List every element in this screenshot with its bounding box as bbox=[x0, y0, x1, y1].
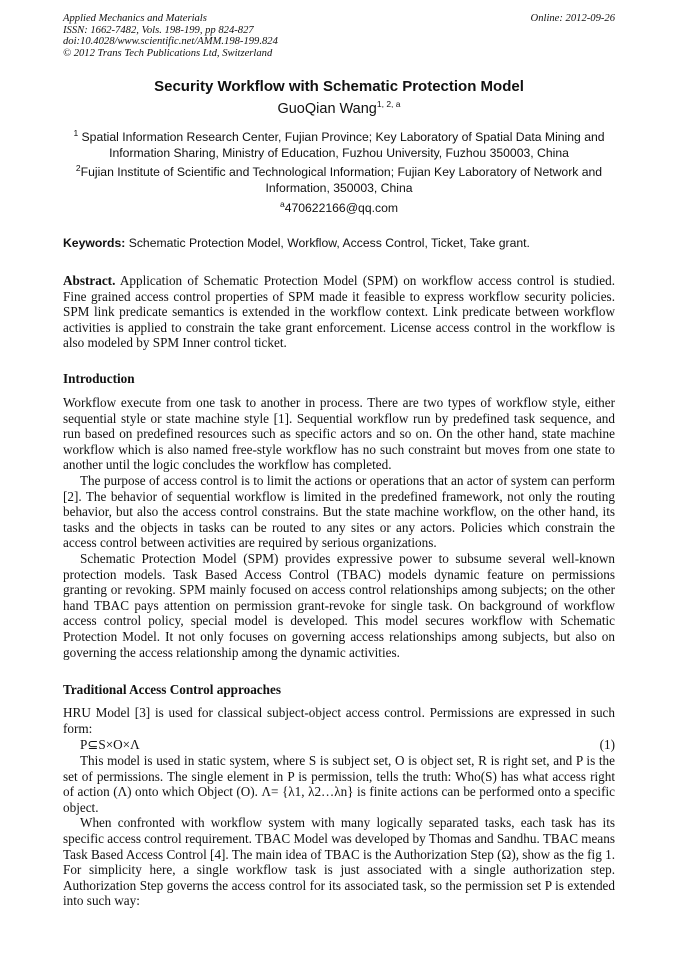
equation-1 bbox=[80, 737, 615, 753]
traditional-paragraph-2: This model is used in static system, where S is subject set, O is object set, R is right set, and P is the set of permissions. The single element in P is permission, tells the truth: Who(S) has what access right of action (Λ) onto which Object (O). Λ= {λ1, λ2…λn} is finite actions can be performed onto a specific object. bbox=[63, 753, 615, 815]
keywords-label: Keywords: bbox=[63, 236, 126, 250]
equation-1-number: (1) bbox=[599, 737, 615, 752]
author-sup: 1, 2, a bbox=[376, 99, 401, 110]
affiliation-1-sup: 1 bbox=[73, 127, 79, 138]
copyright-line: © 2012 Trans Tech Publications Ltd, Switzerland bbox=[63, 47, 273, 59]
online-date: Online: 2012-09-26 bbox=[530, 13, 615, 24]
issn-line: ISSN: 1662-7482, Vols. 198-199, pp 824-827 bbox=[63, 24, 254, 36]
email-address[interactable]: 470622166@qq.com bbox=[284, 201, 399, 215]
traditional-body bbox=[63, 753, 615, 909]
affiliation-2-text: Fujian Institute of Scientific and Technological Information; Fujian Key Laboratory of Network and Information, 350003, China bbox=[80, 165, 603, 195]
doi-line[interactable]: doi:10.4028/www.scientific.net/AMM.198-199.824 bbox=[63, 36, 278, 48]
affiliation-2-sup: 2 bbox=[75, 162, 81, 173]
intro-paragraph-1: Workflow execute from one task to another in process. There are two types of workflow style, either sequential style or state machine style [1]. Sequential workflow run by predefined task sequence, and run based on predefined resources such as specific actors and so on. On the other hand, state machine workflow which is also named free-style workflow has no such constraint but moves from one state to another until the logic concludes the workflow has completed. bbox=[63, 395, 615, 473]
introduction-body bbox=[63, 395, 615, 660]
journal-name: Applied Mechanics and Materials bbox=[63, 13, 207, 24]
intro-paragraph-3: Schematic Protection Model (SPM) provides expressive power to subsume several well-known protection models. Task Based Access Control (TBAC) models dynamic feature on permissions granting or revoking. SPM mainly focused on access control relationships among subjects; on the other hand TBAC pays attention on permission grant-revoke for single task. On background of workflow access control policy, special model is developed. This model secures workflow with Schematic Protection Model. It not only focuses on governing access relationships among subjects, but also on governing the access relationship among the dynamic activities. bbox=[63, 550, 615, 660]
equation-1-formula: P⊆S×O×Λ bbox=[80, 737, 140, 752]
keywords-text: Schematic Protection Model, Workflow, Access Control, Ticket, Take grant. bbox=[125, 236, 530, 250]
abstract-text: Application of Schematic Protection Model (SPM) on workflow access control is studied. Fine grained access control properties of SPM made it feasible to express workflow security policies. SPM link predicate semantics is extended in the workflow context. Link predicate between workflow activities is applied to constrain the take grant enforcement. License access control in the workflow is also modeled by SPM Inner control ticket. bbox=[63, 273, 615, 351]
section-heading-introduction: Introduction bbox=[63, 371, 135, 386]
abstract bbox=[63, 273, 615, 351]
abstract-label: Abstract. bbox=[63, 273, 116, 288]
author-line bbox=[63, 100, 615, 118]
email-line bbox=[63, 198, 615, 217]
intro-paragraph-2: The purpose of access control is to limit the actions or operations that an actor of system can perform [2]. The behavior of sequential workflow is limited in the predefined framework, not only the routing behavior, but also the access control constrains. But the state machine workflow, on the other hand, its tasks and the objects in tasks can be routed to any sites or any actors. Policies which constrain the access control between activities are required by serious organizations. bbox=[63, 472, 615, 551]
email-sup: a bbox=[279, 198, 285, 209]
keywords bbox=[63, 236, 615, 251]
section-heading-traditional: Traditional Access Control approaches bbox=[63, 682, 281, 697]
traditional-paragraph-1: HRU Model [3] is used for classical subject-object access control. Permissions are expressed in such form: bbox=[63, 705, 615, 736]
affiliation-2 bbox=[63, 162, 615, 196]
author-name: GuoQian Wang bbox=[277, 101, 377, 117]
paper-title: Security Workflow with Schematic Protection Model bbox=[154, 78, 524, 95]
affiliation-1-text: Spatial Information Research Center, Fujian Province; Key Laboratory of Spatial Data Mining and Information Sharing, Ministry of Education, Fuzhou University, Fuzhou 350003, China bbox=[78, 130, 605, 160]
traditional-paragraph-3: When confronted with workflow system with many logically separated tasks, each task has its specific access control requirement. TBAC Model was developed by Thomas and Sandhu. TBAC means Task Based Access Control [4]. The main idea of TBAC is the Authorization Step (Ω), show as the fig 1. For simplicity here, a single workflow task is just associated with a single authorization step. Authorization Step governs the access control for its associated task, so the permission set P is extended into such way: bbox=[63, 815, 615, 909]
affiliation-1 bbox=[63, 127, 615, 161]
journal-header bbox=[63, 13, 615, 59]
